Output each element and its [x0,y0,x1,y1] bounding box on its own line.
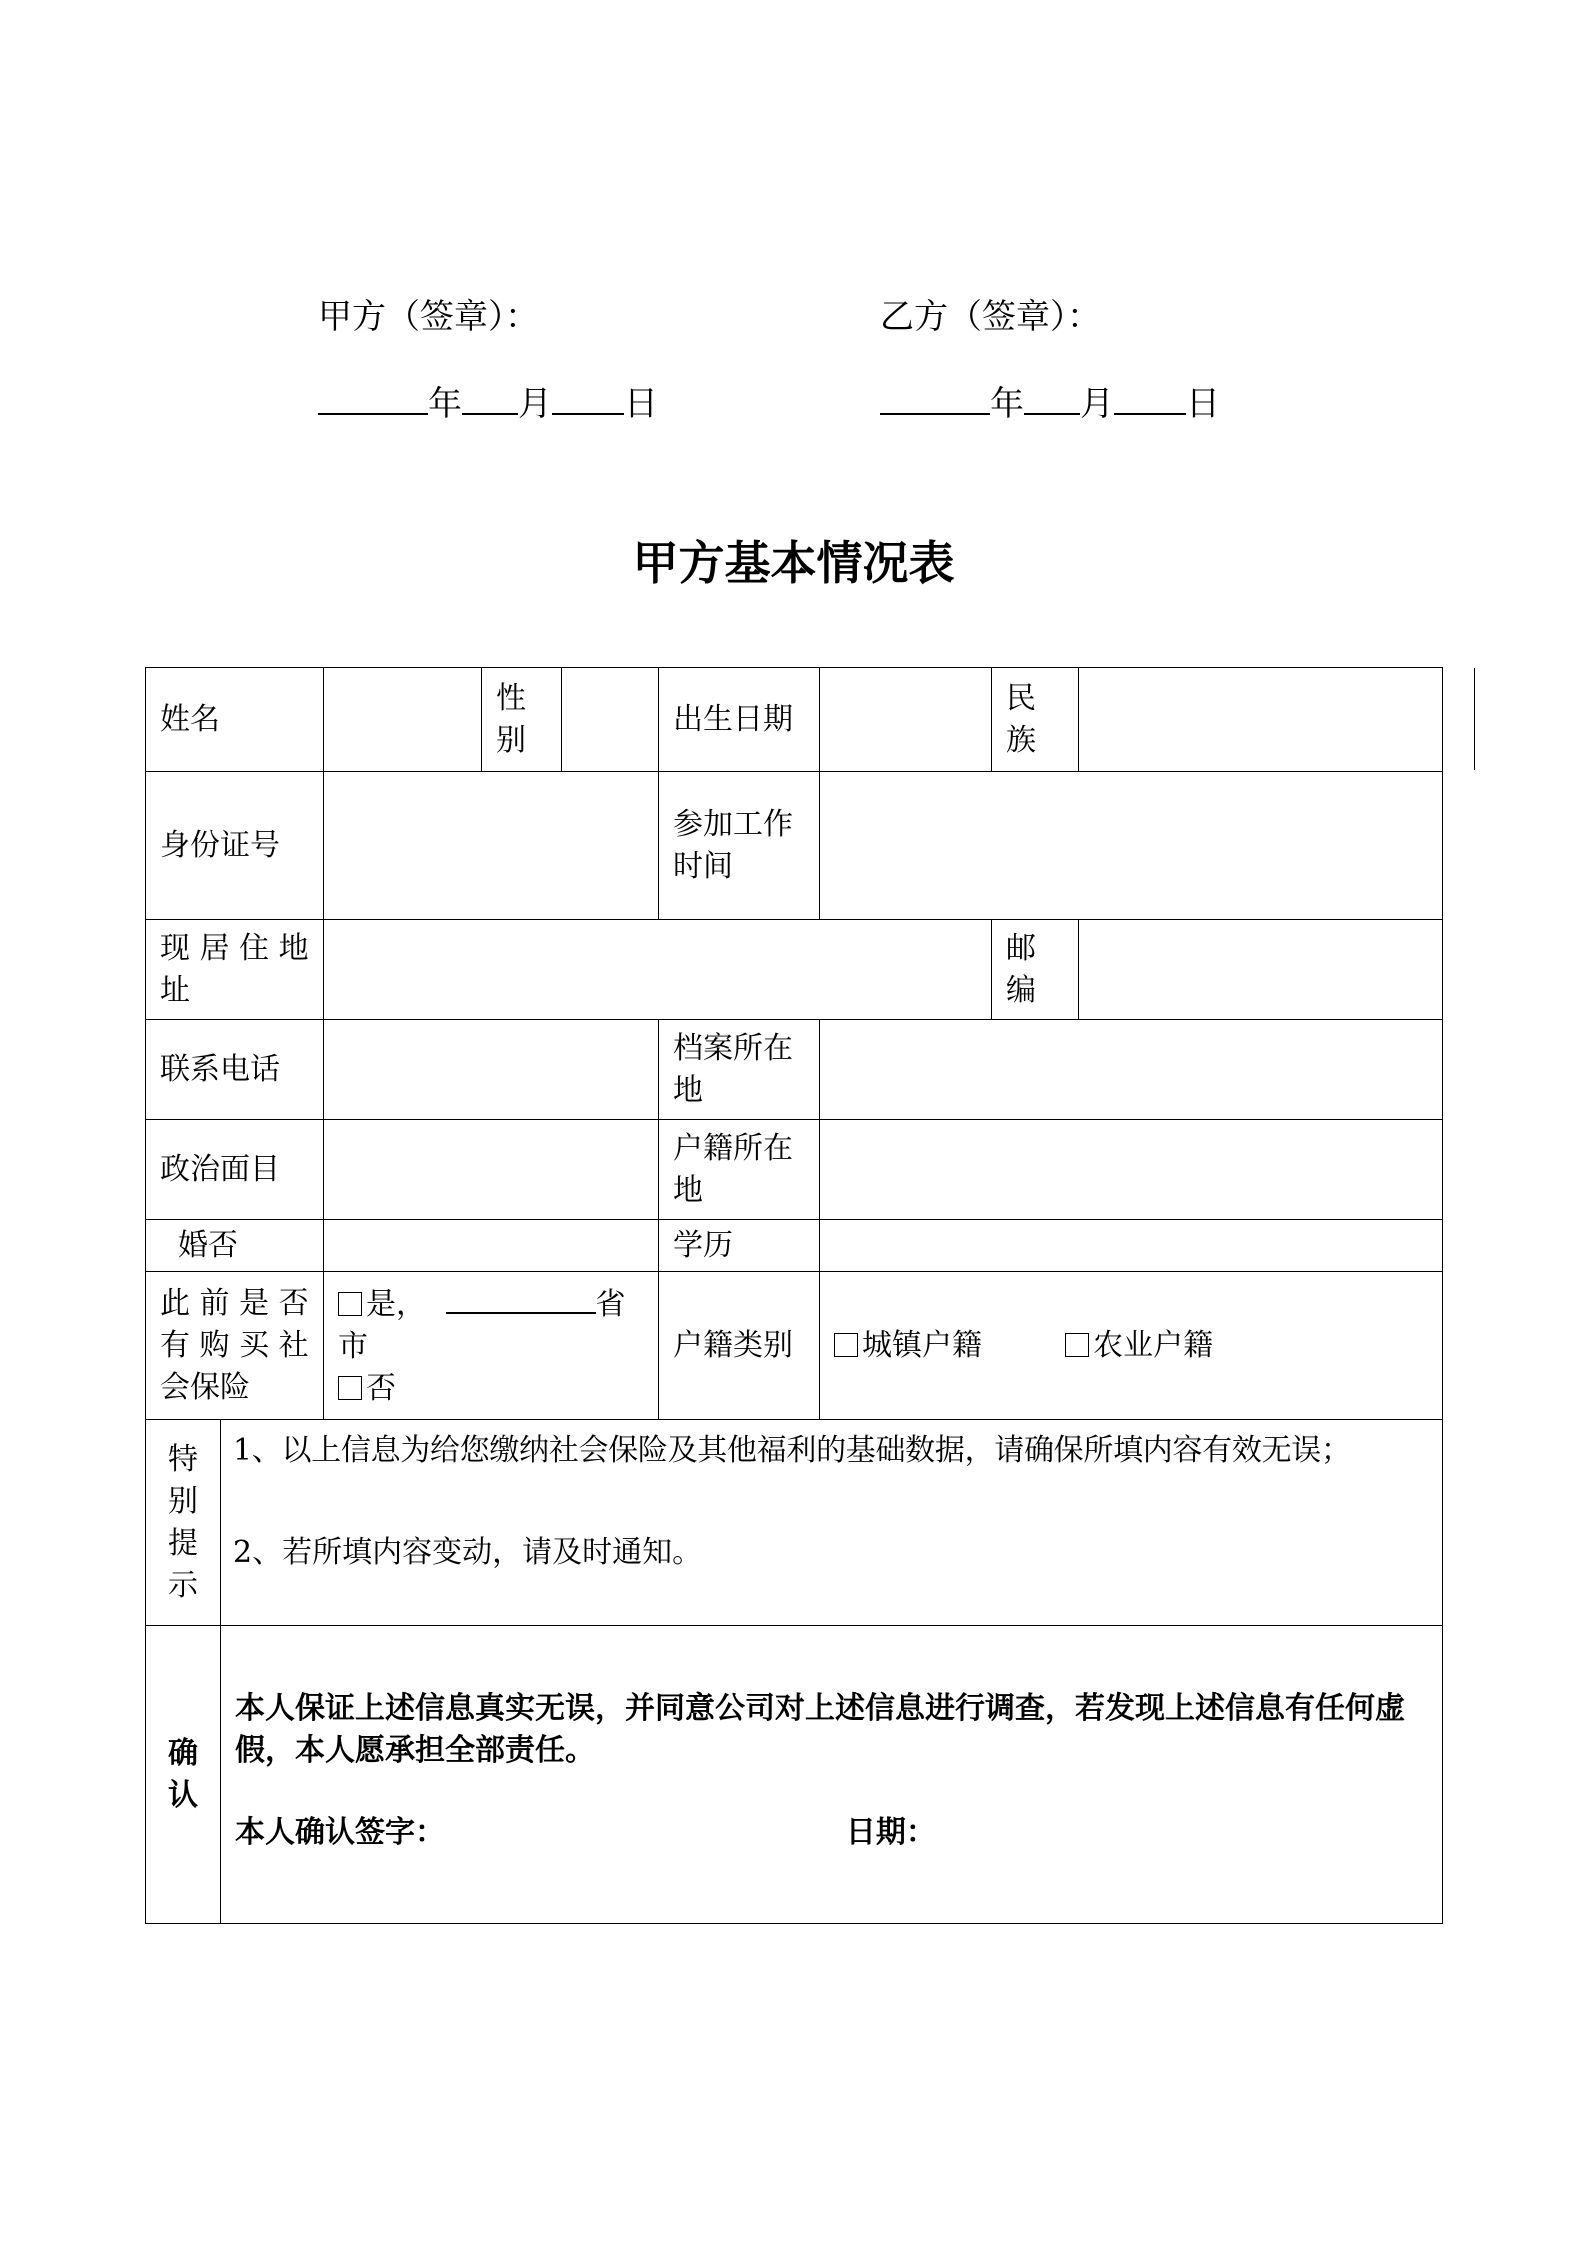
insurance-province-label: 省 [595,1286,626,1322]
confirm-statement: 本人保证上述信息真实无误，并同意公司对上述信息进行调查，若发现上述信息有任何虚假，本人愿承担全部责任。 [235,1691,1405,1768]
work-start-label: 参加工作 时间 [659,772,820,920]
table-row [146,920,1443,1020]
confirm-content [221,1626,1443,1924]
year-label: 年 [428,384,462,424]
birth-date-input[interactable] [820,668,992,772]
insurance-options [324,1272,659,1420]
month-label: 月 [1080,384,1114,424]
name-input[interactable] [324,668,482,772]
marital-input[interactable] [324,1220,659,1272]
postcode-label: 邮 编 [992,920,1079,1020]
basic-info-form [145,667,1443,1924]
day-label: 日 [1186,384,1220,424]
table-row [146,1272,1443,1420]
year-label: 年 [990,384,1024,424]
work-start-input[interactable] [820,772,1443,920]
name-label: 姓名 [146,668,324,772]
phone-label: 联系电话 [146,1020,324,1120]
hukou-place-input[interactable] [820,1120,1443,1220]
margin-line [1474,668,1475,770]
confirm-date-label: 日期： [845,1815,936,1850]
birth-date-label: 出生日期 [659,668,820,772]
address-input[interactable] [324,920,992,1020]
notice-content [221,1420,1443,1626]
id-number-label: 身份证号 [146,772,324,920]
hukou-rural-checkbox[interactable] [1065,1333,1089,1357]
notice-label: 特 别 提 示 [146,1420,221,1626]
party-b-signature-label: 乙方（签章）： [880,297,1101,337]
insurance-label: 此 前 是 否 有 购 买 社 会保险 [146,1272,324,1420]
postcode-input[interactable] [1079,920,1443,1020]
table-row [146,1120,1443,1220]
education-input[interactable] [820,1220,1443,1272]
archive-location-input[interactable] [820,1020,1443,1120]
day-blank[interactable] [552,381,624,415]
table-row [146,772,1443,920]
table-row [146,1220,1443,1272]
insurance-province-blank[interactable] [446,1282,596,1314]
year-blank[interactable] [880,381,990,415]
ethnic-input[interactable] [1079,668,1443,772]
id-number-input[interactable] [324,772,659,920]
party-b-date [880,381,1220,424]
day-blank[interactable] [1114,381,1186,415]
month-blank[interactable] [1024,381,1080,415]
notice-item-2: 2、若所填内容变动，请及时通知。 [233,1535,703,1570]
address-label: 现 居 住 地 址 [146,920,324,1020]
insurance-city-label: 市 [338,1328,368,1364]
insurance-no-checkbox[interactable] [338,1376,362,1400]
party-a-date [318,381,658,424]
insurance-no-label: 否 [366,1370,396,1406]
insurance-yes-label: 是， [366,1286,426,1322]
political-status-label: 政治面目 [146,1120,324,1220]
party-a-signature-label: 甲方（签章）： [318,297,539,337]
notice-item-1: 1、以上信息为给您缴纳社会保险及其他福利的基础数据，请确保所填内容有效无误； [233,1433,1351,1468]
ethnic-label: 民 族 [992,668,1079,772]
hukou-type-options [820,1272,1443,1420]
hukou-urban-checkbox[interactable] [834,1333,858,1357]
gender-label: 性 别 [482,668,562,772]
hukou-urban-label: 城镇户籍 [862,1327,982,1363]
table-row [146,668,1443,772]
page-title: 甲方基本情况表 [632,536,955,590]
insurance-yes-checkbox[interactable] [338,1292,362,1316]
education-label: 学历 [659,1220,820,1272]
table-row [146,1020,1443,1120]
confirm-label: 确 认 [146,1626,221,1924]
hukou-place-label: 户籍所在 地 [659,1120,820,1220]
day-label: 日 [624,384,658,424]
marital-label: 婚否 [146,1220,324,1272]
table-row [146,1626,1443,1924]
table-row [146,1420,1443,1626]
political-status-input[interactable] [324,1120,659,1220]
year-blank[interactable] [318,381,428,415]
gender-input[interactable] [562,668,659,772]
month-label: 月 [518,384,552,424]
month-blank[interactable] [462,381,518,415]
archive-location-label: 档案所在 地 [659,1020,820,1120]
phone-input[interactable] [324,1020,659,1120]
hukou-rural-label: 农业户籍 [1093,1327,1214,1363]
confirm-signature-label: 本人确认签字： [235,1815,445,1850]
hukou-type-label: 户籍类别 [659,1272,820,1420]
